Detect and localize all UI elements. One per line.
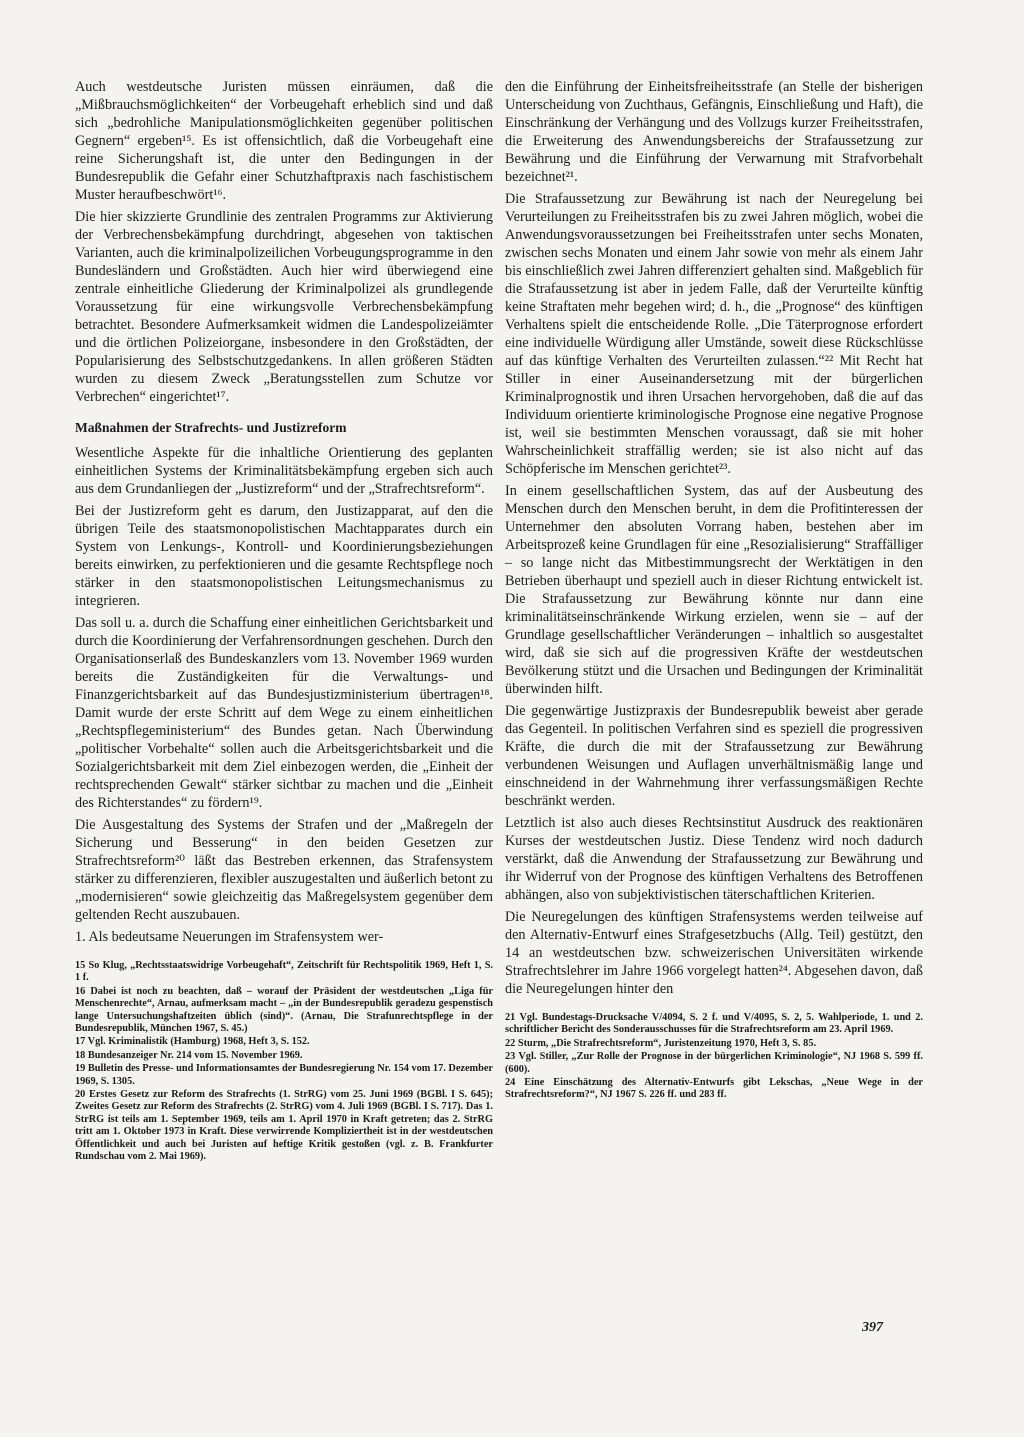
paragraph: den die Einführung der Einheitsfreiheitsstrafe (an Stelle der bisherigen Unterscheidung von Zuchthaus, Gefängnis, Einschließung und Haft), die Einschränkung der Verhängung und des Vollzugs kurzer Freiheitsstrafen, die Erweiterung des Anwendungsbereichs der Strafaussetzung zur Bewährung und die Einführung der Verwarnung mit Strafvorbehalt bezeichnet²¹. [505, 79, 923, 185]
footnotes-left [75, 960, 493, 1164]
footnote: 18 Bundesanzeiger Nr. 214 vom 15. November 1969. [75, 1049, 303, 1061]
page-number: 397 [862, 1320, 883, 1335]
paragraph: Die gegenwärtige Justizpraxis der Bundesrepublik beweist aber gerade das Gegenteil. In politischen Verfahren sind es speziell die progressiven Kräfte, die durch die mit der Strafaussetzung zur Bewährung verbundenen Weisungen und Auflagen unverhältnismäßig lange und einschneidend in der Wahrnehmung ihrer verfassungsmäßigen Rechte beschränkt werden. [505, 703, 923, 809]
footnote: 21 Vgl. Bundestags-Drucksache V/4094, S. 2 f. und V/4095, S. 2, 5. Wahlperiode, 1. und 2. schriftlicher Bericht des Sonderausschusses für die Strafrechtsreform am 23. April 1969. [505, 1012, 923, 1036]
footnote: 19 Bulletin des Presse- und Informationsamtes der Bundesregierung Nr. 154 vom 17. Dezember 1969, S. 1305. [75, 1063, 493, 1087]
section-heading: Maßnahmen der Strafrechts- und Justizreform [75, 420, 347, 435]
paragraph: Die hier skizzierte Grundlinie des zentralen Programms zur Aktivierung der Verbrechensbekämpfung durchdringt, abgesehen von taktischen Varianten, auch die kriminalpolizeilichen Vorbeugungsprogramme in den Bundesländern und Großstädten. Auch hier wird überwiegend eine zentrale einheitliche Gliederung der Kriminalpolizei als grundlegende Voraussetzung für eine wirkungsvolle Verbrechensbekämpfung betrachtet. Besondere Aufmerksamkeit widmen die Landespolizeiämter und die örtlichen Polizeiorgane, insbesondere in den Großstädten, der Popularisierung des Selbstschutzgedankens. In allen größeren Städten wurden zu diesem Zweck „Beratungsstellen zum Schutze vor Verbrechen“ eingerichtet¹⁷. [75, 209, 493, 405]
footnote: 24 Eine Einschätzung des Alternativ-Entwurfs gibt Lekschas, „Neue Wege in der Strafrechtsreform?“, NJ 1967 S. 226 ff. und 283 ff. [505, 1077, 923, 1101]
footnote: 17 Vgl. Kriminalistik (Hamburg) 1968, Heft 3, S. 152. [75, 1036, 310, 1048]
paragraph: Das soll u. a. durch die Schaffung einer einheitlichen Gerichtsbarkeit und durch die Koordinierung der Verfahrensordnungen geschehen. Durch den Organisationserlaß des Bundeskanzlers vom 13. November 1969 wurden bereits die Zuständigkeiten für die Verwaltungs- und Finanzgerichtsbarkeit auf das Bundesjustizministerium übertragen¹⁸. Damit wurde der erste Schritt auf dem Wege zu einem einheitlichen „Rechtspflegeministerium“ des Bundes getan. Nach Überwindung „politischer Vorbehalte“ sollen auch die Arbeitsgerichtsbarkeit und die Sozialgerichtsbarkeit mit dem Ziel einbezogen werden, die „Einheit der rechtsprechenden Gewalt“ stärker sichtbar zu machen und die „Einheit des Richterstandes“ zu fördern¹⁹. [75, 615, 493, 811]
footnotes-right [505, 1012, 923, 1102]
paragraph: Wesentliche Aspekte für die inhaltliche Orientierung des geplanten einheitlichen Systems der Kriminalitätsbekämpfung ergeben sich auch aus dem Grundanliegen der „Justizreform“ und der „Strafrechtsreform“. [75, 445, 493, 497]
left-column [75, 78, 493, 1165]
paragraph: Auch westdeutsche Juristen müssen einräumen, daß die „Mißbrauchsmöglichkeiten“ der Vorbeugehaft erheblich sind und daß sich „bedrohliche Manipulationsmöglichkeiten gegenüber politischen Gegnern“ ergeben¹⁵. Es ist offensichtlich, daß die Vorbeugehaft eine reine Sicherungshaft ist, die unter den Bedingungen in der Bundesrepublik die Gefahr einer Schutzhaftpraxis nach faschistischem Muster heraufbeschwört¹⁶. [75, 79, 493, 203]
paragraph: Letztlich ist also auch dieses Rechtsinstitut Ausdruck des reaktionären Kurses der westdeutschen Justiz. Diese Tendenz wird noch dadurch verstärkt, daß die Anwendung der Strafaussetzung zur Bewährung und ihr Widerruf von der Prognose des künftigen Verhaltens des Betroffenen abhängen, also von subjektivistischen täterschaftlichen Kriterien. [505, 815, 923, 903]
paragraph: Die Neuregelungen des künftigen Strafensystems werden teilweise auf den Alternativ-Entwurf eines Strafgesetzbuchs (Allg. Teil) gestützt, den 14 an westdeutschen bzw. schweizerischen Universitäten wirkende Strafrechtslehrer im Jahre 1966 vorgelegt hatten²⁴. Abgesehen davon, daß die Neuregelungen hinter den [505, 909, 923, 997]
paragraph: Die Ausgestaltung des Systems der Strafen und der „Maßregeln der Sicherung und Besserung“ in den beiden Gesetzen zur Strafrechtsreform²⁰ läßt das Bestreben erkennen, das Strafensystem stärker zu differenzieren, flexibler auszugestalten und äußerlich betont zu „modernisieren“ sowie gleichzeitig das Maßregelsystem gegenüber dem geltenden Recht auszubauen. [75, 817, 493, 923]
footnote: 20 Erstes Gesetz zur Reform des Strafrechts (1. StrRG) vom 25. Juni 1969 (BGBl. I S. 645); Zweites Gesetz zur Reform des Strafrechts (2. StrRG) vom 4. Juli 1969 (BGBl. I S. 717). Das 1. StrRG ist teils am 1. September 1969, teils am 1. April 1970 in Kraft getreten; das 2. StrRG tritt am 1. Oktober 1973 in Kraft. Diese verwirrende Kompliziertheit ist in der westdeutschen Öffentlichkeit und auch bei Juristen auf heftige Kritik gestoßen (vgl. z. B. Frankfurter Rundschau vom 2. Mai 1969). [75, 1089, 493, 1163]
paragraph: 1. Als bedeutsame Neuerungen im Strafensystem wer- [75, 929, 384, 945]
paragraph: Die Strafaussetzung zur Bewährung ist nach der Neuregelung bei Verurteilungen zu Freiheitsstrafen bis zu zwei Jahren möglich, wobei die Anwendungsvoraussetzungen bei Freiheitsstrafen unter sechs Monaten, zwischen sechs Monaten und einem Jahr sowie von mehr als einem Jahr bis einschließlich zwei Jahren differenziert gehalten sind. Maßgeblich für die Strafaussetzung ist aber in jedem Falle, daß der Verurteilte künftig keine Straftaten mehr begehen wird; d. h., die „Prognose“ des künftigen Verhaltens spielt die entscheidende Rolle. „Die Täterprognose erfordert eine individuelle Würdigung aller Umstände, soweit diese Rückschlüsse auf das künftige Verhalten des Verurteilten zulassen.“²² Mit Recht hat Stiller in einer Auseinandersetzung mit der bürgerlichen Kriminalprognostik und ihren Ursachen hervorgehoben, daß die auf das Individuum orientierte kriminologische Prognose eine negative Prognose ist, weil sie bestimmten Menschen voraussagt, daß sie mit hoher Wahrscheinlichkeit straffällig werden; sie ist also nicht auf das Schöpferische im Menschen gerichtet²³. [505, 191, 923, 477]
footnote: 23 Vgl. Stiller, „Zur Rolle der Prognose in der bürgerlichen Kriminologie“, NJ 1968 S. 599 ff. (600). [505, 1051, 923, 1075]
footnote: 15 So Klug, „Rechtsstaatswidrige Vorbeugehaft“, Zeitschrift für Rechtspolitik 1969, Heft 1, S. 1 f. [75, 960, 493, 984]
footnote: 22 Sturm, „Die Strafrechtsreform“, Juristenzeitung 1970, Heft 3, S. 85. [505, 1037, 817, 1049]
paragraph: In einem gesellschaftlichen System, das auf der Ausbeutung des Menschen durch den Menschen beruht, in dem die Profitinteressen der Unternehmer den absoluten Vorrang haben, bestehen aber im Arbeitsprozeß keine Grundlagen für eine „Resozialisierung“ Straffälliger – so lange nicht das Mitbestimmungsrecht der Werktätigen in den Betrieben überhaupt und speziell auch in dieser Richtung entwickelt ist. Die Strafaussetzung zur Bewährung könnte nur dann eine kriminalitätseinschränkende Wirkung erzielen, wenn sie – auf der Grundlage gesellschaftlicher Veränderungen – inhaltlich so ausgestaltet wird, daß sie sich auf die progressiven Kräfte der westdeutschen Bevölkerung stützt und die Ursachen und Bedingungen der Kriminalität überwinden hilft. [505, 483, 923, 697]
right-column [505, 78, 923, 1103]
footnote: 16 Dabei ist noch zu beachten, daß – worauf der Präsident der westdeutschen „Liga für Menschenrechte“, Arnau, aufmerksam macht – „in der Bundesrepublik geradezu gespenstisch lange Untersuchungshaftzeiten üblich (sind)“. (Arnau, Die Strafunrechtspflege in der Bundesrepublik, München 1967, S. 45.) [75, 985, 493, 1035]
paragraph: Bei der Justizreform geht es darum, den Justizapparat, auf den die übrigen Teile des staatsmonopolistischen Machtapparates durch ein System von Lenkungs-, Kontroll- und Koordinierungsbeziehungen bereits einwirken, zu perfektionieren und die gesamte Rechtspflege noch stärker in den staatsmonopolistischen Leitungsmechanismus zu integrieren. [75, 503, 493, 609]
